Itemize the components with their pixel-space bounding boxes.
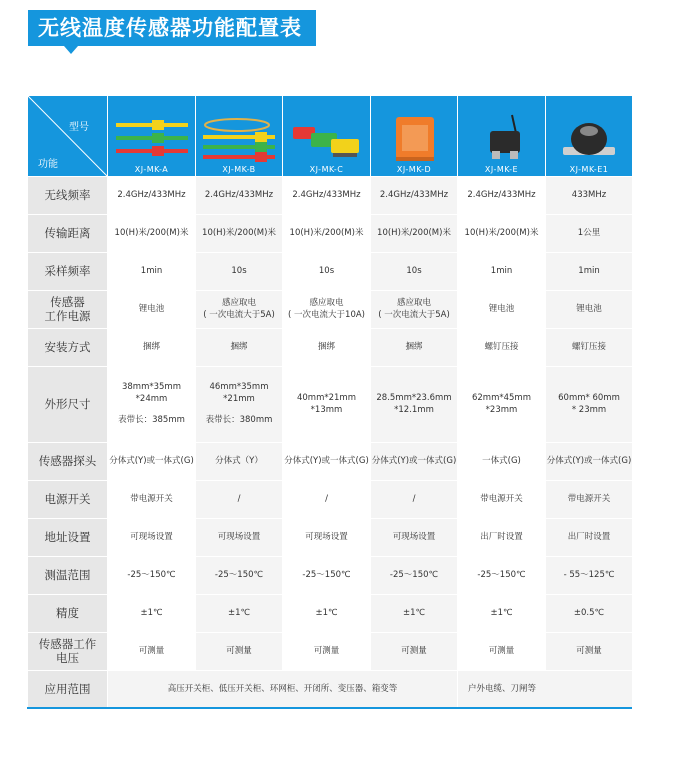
- table-cell: -25～150℃: [283, 557, 371, 595]
- table-cell: [371, 367, 458, 443]
- table-cell: 10(H)米/200(M)米: [283, 215, 371, 253]
- table-cell: 分体式(Y)或一体式(G): [546, 443, 633, 481]
- table-row: [28, 519, 633, 557]
- table-cell: ±1℃: [108, 595, 196, 633]
- table-cell: -25～150℃: [458, 557, 546, 595]
- page-title: 无线温度传感器功能配置表: [28, 10, 316, 46]
- cell-line: *13mm: [310, 404, 343, 415]
- header-row: [28, 96, 633, 177]
- table-row: [28, 443, 633, 481]
- row-label-line: 传感器工作: [38, 637, 97, 652]
- table-cell: 分体式(Y)或一体式(G): [108, 443, 196, 481]
- table-row: [28, 329, 633, 367]
- table-cell: 带电源开关: [458, 481, 546, 519]
- cell-line: 46mm*35mm: [209, 382, 269, 393]
- table-row: [28, 215, 633, 253]
- table-cell: /: [196, 481, 283, 519]
- application-scope-cell: 高压开关柜、低压开关柜、环网柜、开闭所、变压器、箱变等: [108, 671, 458, 709]
- table-cell: 螺钉压接: [546, 329, 633, 367]
- table-cell: 433MHz: [546, 177, 633, 215]
- table-cell: 2.4GHz/433MHz: [196, 177, 283, 215]
- model-name: XJ-MK-C: [309, 165, 344, 174]
- table-cell: [458, 291, 546, 329]
- table-cell: 分体式(Y)或一体式(G): [371, 443, 458, 481]
- row-label: 传输距离: [28, 215, 108, 253]
- table-cell: 10(H)米/200(M)米: [458, 215, 546, 253]
- table-cell: 可测量: [196, 633, 283, 671]
- row-label: 无线频率: [28, 177, 108, 215]
- table-cell: 一体式(G): [458, 443, 546, 481]
- table-cell: 2.4GHz/433MHz: [458, 177, 546, 215]
- table-cell: ±1℃: [458, 595, 546, 633]
- cell-line: 锂电池: [576, 303, 602, 314]
- table-cell: 1min: [458, 253, 546, 291]
- table-cell: [371, 291, 458, 329]
- table-cell: 可现场设置: [196, 519, 283, 557]
- application-scope-cell: 户外电缆、刀闸等: [458, 671, 633, 709]
- model-header-b: [196, 96, 283, 177]
- table-cell: [196, 367, 283, 443]
- table-row: [28, 291, 633, 329]
- table-cell: 出厂时设置: [458, 519, 546, 557]
- bolt-sensor-image: [549, 113, 629, 165]
- application-row: [28, 671, 633, 709]
- table-cell: 10s: [283, 253, 371, 291]
- model-name: XJ-MK-E: [484, 165, 519, 174]
- cell-spacer: [196, 405, 282, 415]
- table-cell: ±1℃: [371, 595, 458, 633]
- cell-line: 锂电池: [488, 303, 515, 314]
- cable-tie-sensor-image: [112, 113, 192, 165]
- table-cell: 1min: [546, 253, 633, 291]
- table-cell: [546, 367, 633, 443]
- cell-line: *24mm: [135, 393, 168, 404]
- cell-line: 表带长：385mm: [118, 415, 185, 426]
- cable-tie-sensor-image: [199, 113, 279, 165]
- table-row: [28, 595, 633, 633]
- table-cell: [458, 367, 546, 443]
- table-cell: 螺钉压接: [458, 329, 546, 367]
- cell-line: 60mm* 60mm: [558, 393, 620, 404]
- table-cell: ±0.5℃: [546, 595, 633, 633]
- cell-line: ( 一次电流大于5A): [378, 309, 450, 320]
- row-label: 安装方式: [28, 329, 108, 367]
- model-header-c: [283, 96, 371, 177]
- row-label: 电源开关: [28, 481, 108, 519]
- table-cell: [283, 291, 371, 329]
- table-cell: 捆绑: [283, 329, 371, 367]
- row-label: 传感器探头: [28, 443, 108, 481]
- table-cell: [108, 367, 196, 443]
- row-label: 采样频率: [28, 253, 108, 291]
- table-row: [28, 633, 633, 671]
- table-cell: 2.4GHz/433MHz: [108, 177, 196, 215]
- model-header-e1: [546, 96, 633, 177]
- table-row: [28, 253, 633, 291]
- cell-spacer: [108, 405, 195, 415]
- model-header-d: [371, 96, 458, 177]
- table-cell: 带电源开关: [546, 481, 633, 519]
- corner-label-function: 功能: [38, 159, 58, 170]
- corner-header: [28, 96, 108, 177]
- table-row: [28, 557, 633, 595]
- table-cell: [546, 291, 633, 329]
- table-cell: 2.4GHz/433MHz: [283, 177, 371, 215]
- table-cell: - 55～125℃: [546, 557, 633, 595]
- table-cell: 10s: [196, 253, 283, 291]
- table-cell: 捆绑: [108, 329, 196, 367]
- table-cell: 可测量: [458, 633, 546, 671]
- table-row: [28, 481, 633, 519]
- cell-line: * 23mm: [571, 404, 607, 415]
- config-table: [27, 95, 633, 709]
- table-cell: 可现场设置: [108, 519, 196, 557]
- table-cell: 捆绑: [196, 329, 283, 367]
- table-cell: 出厂时设置: [546, 519, 633, 557]
- cell-line: 感应取电: [309, 298, 344, 309]
- table-cell: 可测量: [283, 633, 371, 671]
- table-cell: /: [283, 481, 371, 519]
- table-cell: 10s: [371, 253, 458, 291]
- table-row: [28, 177, 633, 215]
- table-cell: 1公里: [546, 215, 633, 253]
- table-cell: 10(H)米/200(M)米: [371, 215, 458, 253]
- table-cell: 可测量: [371, 633, 458, 671]
- bottom-rule: [27, 707, 632, 709]
- cell-line: ( 一次电流大于10A): [288, 309, 365, 320]
- row-label-line: 传感器: [50, 295, 85, 310]
- clip-sensor-image: [287, 113, 367, 165]
- antenna-sensor-image: [462, 113, 542, 165]
- row-label: [28, 633, 108, 671]
- model-header-e: [458, 96, 546, 177]
- row-label: [28, 291, 108, 329]
- cell-line: ( 一次电流大于5A): [203, 309, 275, 320]
- row-label: 应用范围: [28, 671, 108, 709]
- cell-line: *23mm: [485, 404, 518, 415]
- table-cell: -25～150℃: [196, 557, 283, 595]
- table-cell: [196, 291, 283, 329]
- table-row: [28, 367, 633, 443]
- model-name: XJ-MK-D: [396, 165, 432, 174]
- model-name: XJ-MK-A: [134, 165, 169, 174]
- table-cell: 带电源开关: [108, 481, 196, 519]
- cell-line: *21mm: [223, 393, 255, 404]
- row-label: 精度: [28, 595, 108, 633]
- row-label: 外形尺寸: [28, 367, 108, 443]
- row-label: 地址设置: [28, 519, 108, 557]
- table-cell: 可现场设置: [371, 519, 458, 557]
- table-cell: /: [371, 481, 458, 519]
- model-name: XJ-MK-E1: [569, 165, 609, 174]
- table-cell: -25～150℃: [108, 557, 196, 595]
- corner-label-model: 型号: [69, 122, 89, 133]
- table-cell: 可测量: [546, 633, 633, 671]
- table-cell: 可现场设置: [283, 519, 371, 557]
- cell-line: 锂电池: [138, 303, 165, 314]
- table-cell: 可测量: [108, 633, 196, 671]
- row-label: 测温范围: [28, 557, 108, 595]
- table-cell: [108, 291, 196, 329]
- cell-line: *12.1mm: [394, 404, 434, 415]
- cell-line: 38mm*35mm: [121, 382, 181, 393]
- row-label-line: 电压: [56, 650, 79, 665]
- table-cell: 10(H)米/200(M)米: [196, 215, 283, 253]
- cell-line: 28.5mm*23.6mm: [376, 393, 452, 404]
- cell-line: 感应取电: [396, 298, 431, 309]
- table-cell: [283, 367, 371, 443]
- table-cell: 分体式(Y)或一体式(G): [283, 443, 371, 481]
- model-header-a: [108, 96, 196, 177]
- table-cell: ±1℃: [196, 595, 283, 633]
- row-label-line: 工作电源: [44, 308, 91, 323]
- cell-line: 感应取电: [221, 298, 256, 309]
- cell-line: 62mm*45mm: [471, 393, 531, 404]
- table-cell: 10(H)米/200(M)米: [108, 215, 196, 253]
- cell-line: 表带长：380mm: [205, 415, 273, 426]
- table-cell: ±1℃: [283, 595, 371, 633]
- cell-line: 40mm*21mm: [296, 393, 356, 404]
- table-cell: 捆绑: [371, 329, 458, 367]
- table-cell: 1min: [108, 253, 196, 291]
- orange-box-sensor-image: [374, 113, 454, 165]
- table-cell: -25～150℃: [371, 557, 458, 595]
- table-cell: 分体式（Y）: [196, 443, 283, 481]
- model-name: XJ-MK-B: [222, 165, 256, 174]
- table-cell: 2.4GHz/433MHz: [371, 177, 458, 215]
